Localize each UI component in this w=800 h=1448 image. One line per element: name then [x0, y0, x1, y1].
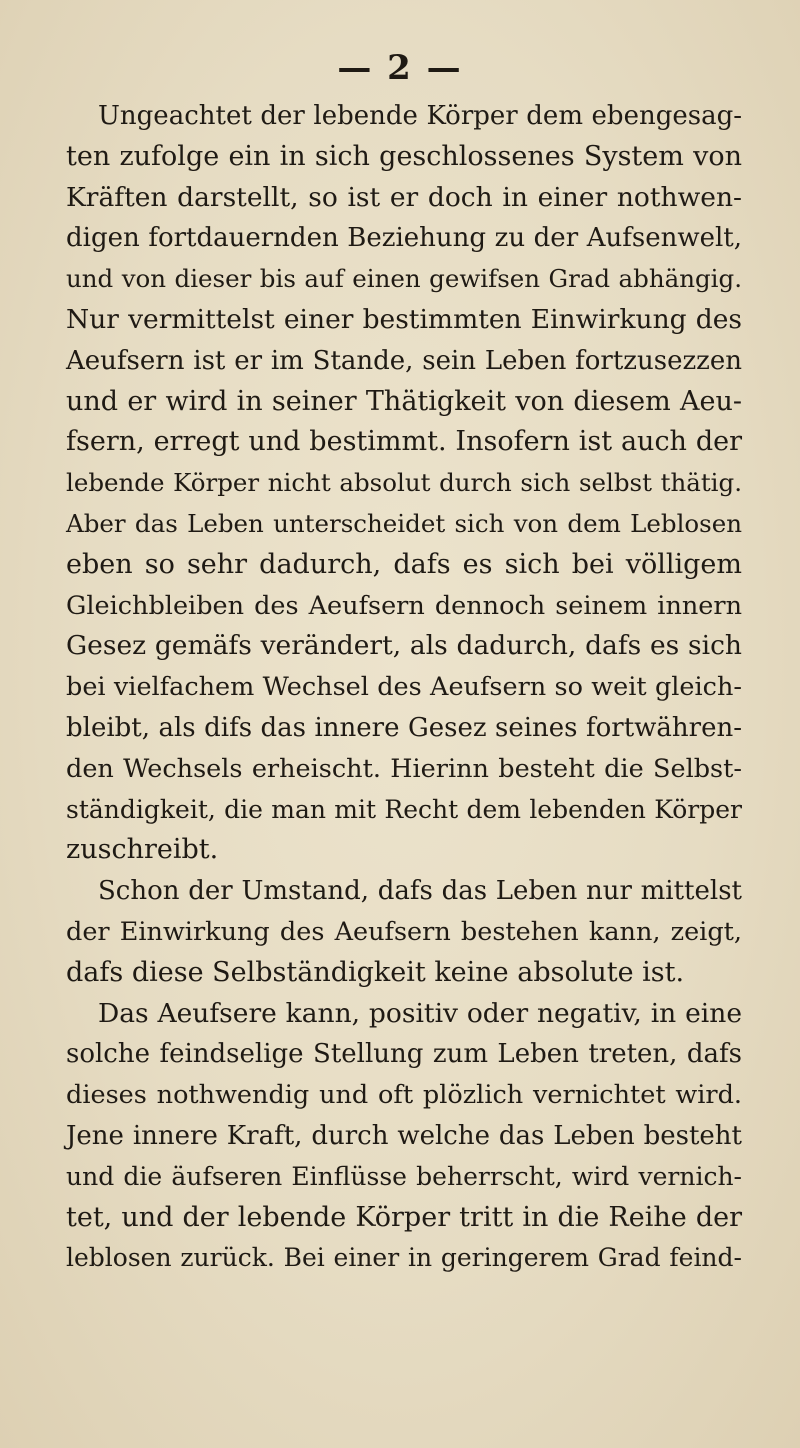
paragraph-1-line-1: Ungeachtet der lebende Körper dem ebengesag-: [98, 101, 742, 131]
paragraph-1-line-12: eben so sehr dadurch, dafs es sich bei völligem: [66, 548, 742, 580]
paragraph-1-line-7: Aeufsern ist er im Stande, sein Leben fortzusezzen: [66, 345, 742, 376]
paragraph-3-line-4: Jene innere Kraft, durch welche das Leben besteht: [66, 1120, 742, 1151]
paragraph-1-line-5: und von dieser bis auf einen gewifsen Grad abhängig.: [66, 264, 742, 294]
paragraph-1-line-16: bleibt, als difs das innere Gesez seines fortwähren-: [66, 712, 742, 743]
paragraph-1-line-14: Gesez gemäfs verändert, als dadurch, dafs es sich: [66, 630, 742, 662]
paragraph-3-line-5: und die äufseren Einflüsse beherrscht, wird vernich-: [66, 1161, 742, 1191]
paragraph-1-line-3: Kräften darstellt, so ist er doch in einer nothwen-: [66, 181, 742, 213]
paragraph-1-line-9: fsern, erregt und bestimmt. Insofern ist auch der: [66, 426, 742, 458]
paragraph-1-line-11: Aber das Leben unterscheidet sich von dem Leblosen: [66, 508, 742, 538]
paragraph-3-line-6: tet, und der lebende Körper tritt in die Reihe der: [66, 1201, 742, 1233]
paragraph-3-line-7: leblosen zurück. Bei einer in geringerem Grad feind-: [66, 1243, 742, 1273]
body-text: [66, 96, 742, 1279]
paragraph-1-line-18: ständigkeit, die man mit Recht dem lebenden Körper: [66, 794, 742, 824]
paragraph-3-line-3: dieses nothwendig und oft plözlich vernichtet wird.: [66, 1080, 742, 1111]
paragraph-1-line-13: Gleichbleiben des Aeufsern dennoch seinem innern: [66, 590, 742, 621]
page-number: — 2 —: [337, 48, 463, 88]
paragraph-3-line-2: solche feindselige Stellung zum Leben treten, dafs: [66, 1039, 742, 1070]
paragraph-1-line-4: digen fortdauernden Beziehung zu der Aufsenwelt,: [66, 223, 742, 254]
paragraph-2-line-3: dafs diese Selbständigkeit keine absolute ist.: [66, 956, 685, 988]
paragraph-2-line-1: Schon der Umstand, dafs das Leben nur mittelst: [98, 876, 742, 907]
paragraph-2-line-2: der Einwirkung des Aeufsern bestehen kann, zeigt,: [66, 916, 742, 947]
paragraph-1-line-15: bei vielfachem Wechsel des Aeufsern so weit gleich-: [66, 672, 742, 703]
paragraph-1-line-17: den Wechsels erheischt. Hierinn besteht die Selbst-: [66, 753, 742, 784]
paragraph-3-line-1: Das Aeufsere kann, positiv oder negativ, in eine: [98, 997, 742, 1029]
paragraph-1-line-8: und er wird in seiner Thätigkeit von diesem Aeu-: [66, 385, 742, 417]
paragraph-1-line-2: ten zufolge ein in sich geschlossenes System von: [66, 140, 742, 172]
paragraph-1-line-6: Nur vermittelst einer bestimmten Einwirkung des: [66, 303, 742, 335]
paragraph-1-line-19: zuschreibt.: [66, 834, 219, 866]
paragraph-1-line-10: lebende Körper nicht absolut durch sich selbst thätig.: [66, 468, 742, 498]
